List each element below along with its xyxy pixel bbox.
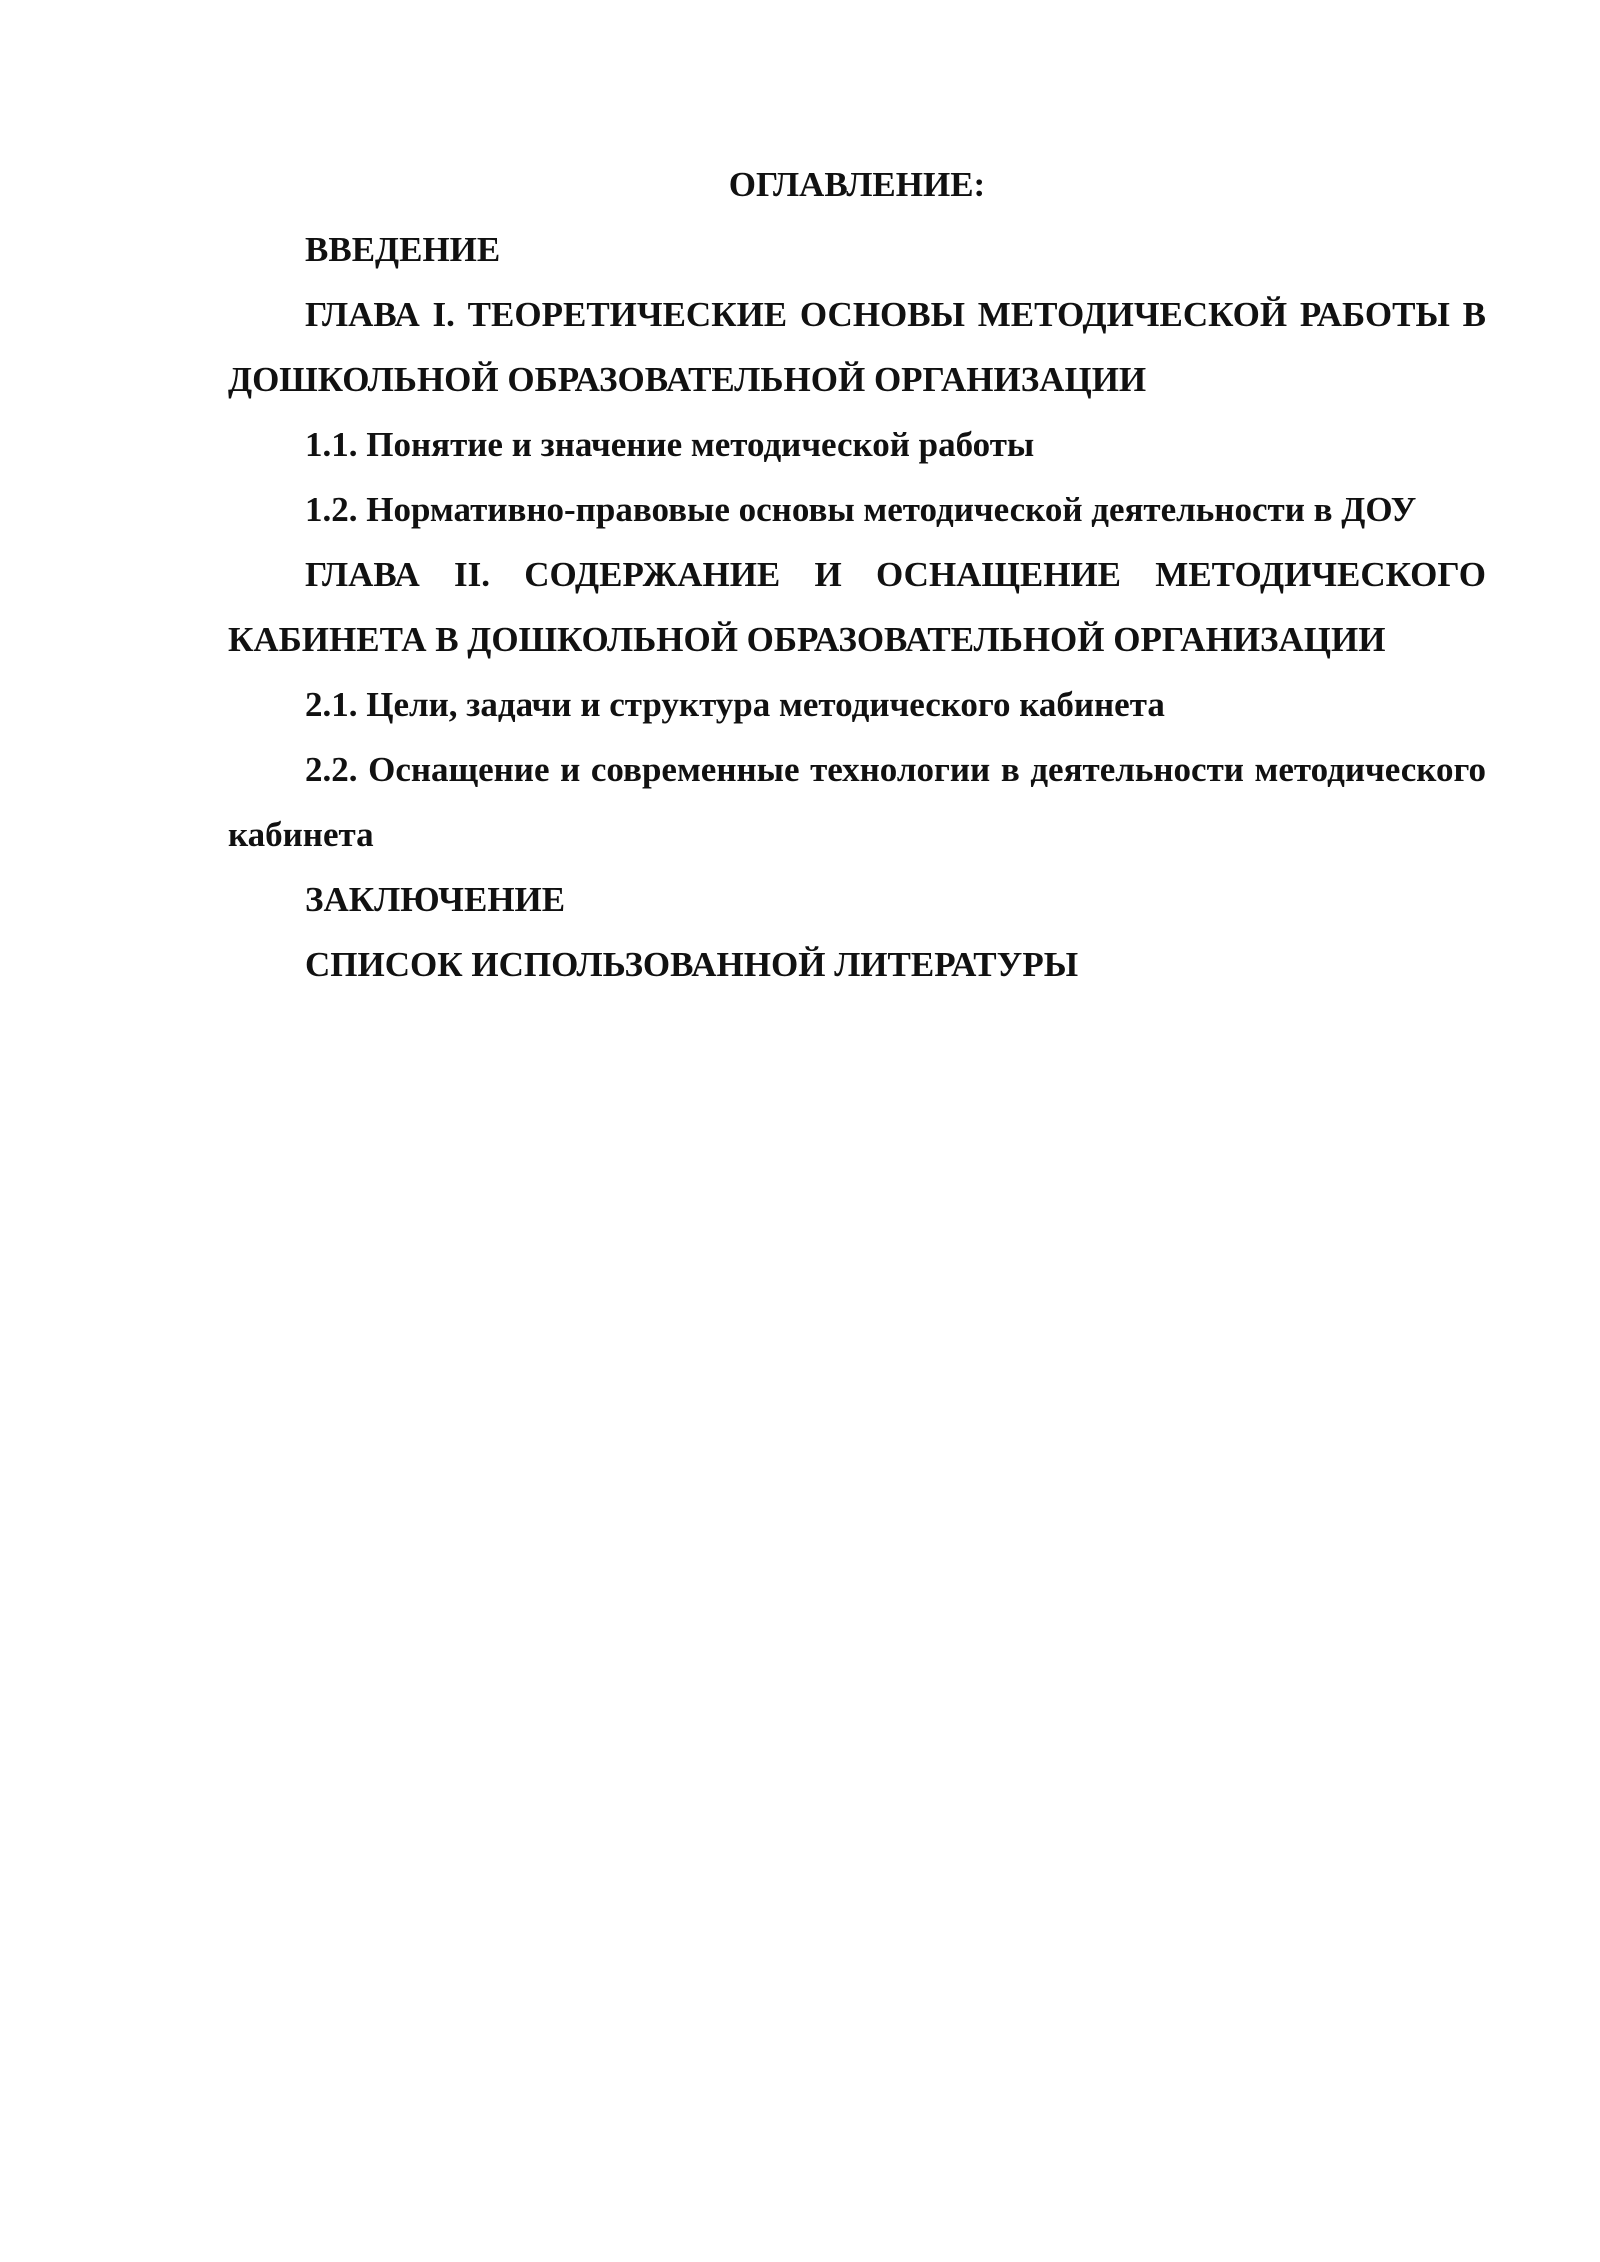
table-of-contents [228, 152, 1486, 997]
toc-entry-chapter-2: ГЛАВА II. СОДЕРЖАНИЕ И ОСНАЩЕНИЕ МЕТОДИЧЕСКОГО КАБИНЕТА В ДОШКОЛЬНОЙ ОБРАЗОВАТЕЛЬНОЙ ОРГАНИЗАЦИИ [228, 555, 1486, 659]
toc-entry-section-1-1: 1.1. Понятие и значение методической работы [305, 425, 1035, 464]
toc-entry-section-2-1: 2.1. Цели, задачи и структура методического кабинета [305, 685, 1165, 724]
toc-title: ОГЛАВЛЕНИЕ: [728, 165, 986, 204]
toc-entry-section-2-2: 2.2. Оснащение и современные технологии в деятельности методического кабинета [228, 750, 1486, 854]
toc-entry-references: СПИСОК ИСПОЛЬЗОВАННОЙ ЛИТЕРАТУРЫ [305, 945, 1079, 984]
toc-entry-chapter-1: ГЛАВА I. ТЕОРЕТИЧЕСКИЕ ОСНОВЫ МЕТОДИЧЕСКОЙ РАБОТЫ В ДОШКОЛЬНОЙ ОБРАЗОВАТЕЛЬНОЙ ОРГАНИЗАЦИИ [228, 295, 1486, 399]
toc-entry-introduction: ВВЕДЕНИЕ [305, 230, 501, 269]
toc-entry-section-1-2: 1.2. Нормативно-правовые основы методической деятельности в ДОУ [305, 490, 1417, 529]
toc-entry-conclusion: ЗАКЛЮЧЕНИЕ [305, 880, 566, 919]
